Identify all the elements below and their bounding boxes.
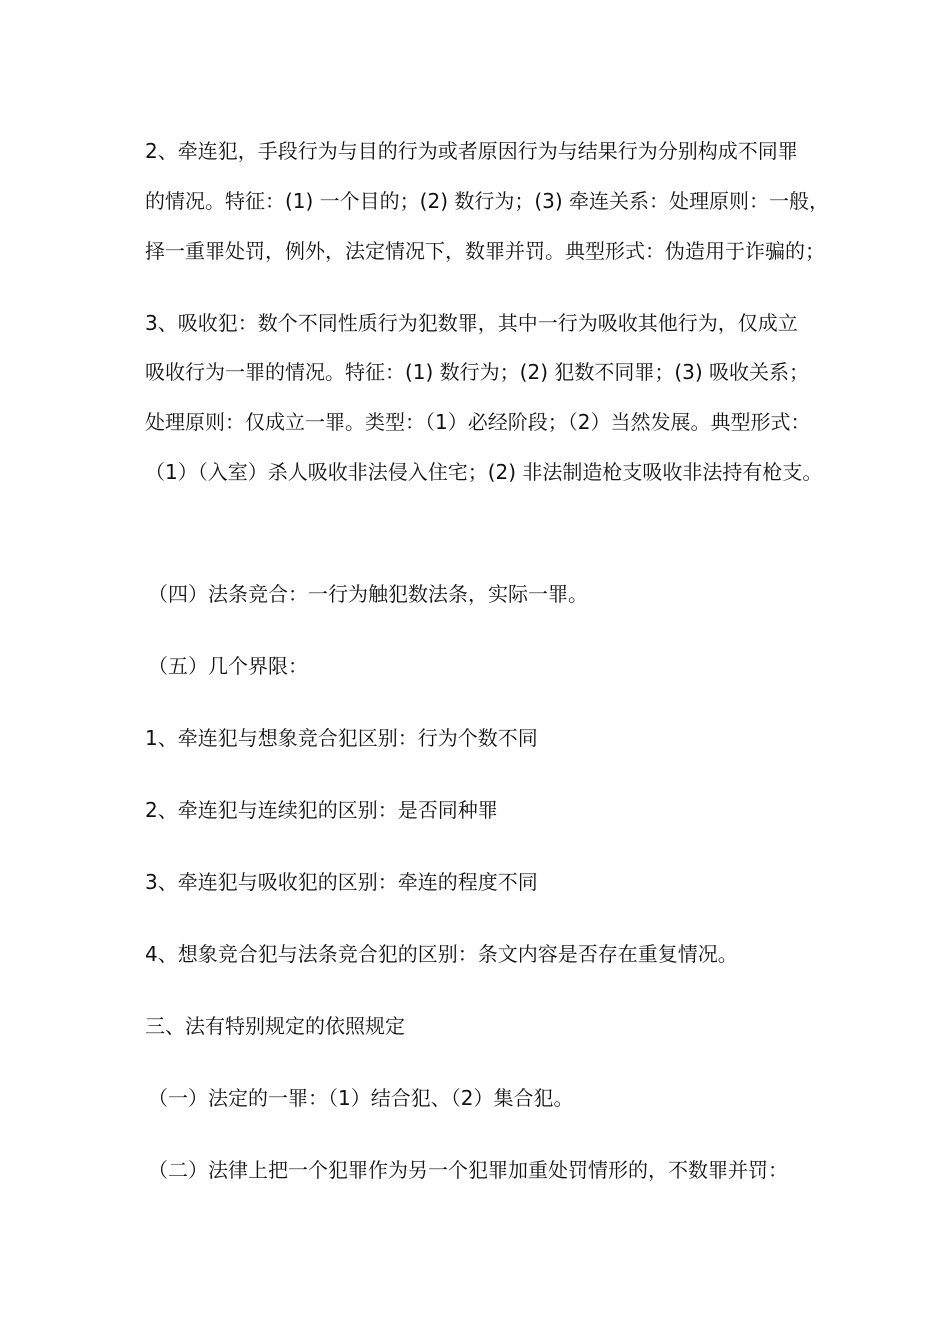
- list-item-4: 4、想象竞合犯与法条竞合犯的区别：条文内容是否存在重复情况。: [145, 942, 738, 966]
- paragraph-2-line-3: 择一重罪处罚，例外，法定情况下，数罪并罚。典型形式：伪造用于诈骗的；: [145, 239, 825, 263]
- part-3-heading: 三、法有特别规定的依照规定: [145, 1014, 405, 1038]
- list-item-1: 1、牵连犯与想象竞合犯区别：行为个数不同: [145, 726, 538, 750]
- paragraph-2-line-1: 2、牵连犯，手段行为与目的行为或者原因行为与结果行为分别构成不同罪: [145, 139, 798, 163]
- paragraph-3-line-4: （1）（入室）杀人吸收非法侵入住宅；(2) 非法制造枪支吸收非法持有枪支。: [145, 460, 823, 484]
- paragraph-3-line-2: 吸收行为一罪的情况。特征：(1) 数行为；(2) 犯数不同罪；(3) 吸收关系；: [145, 360, 810, 384]
- paragraph-3-line-1: 3、吸收犯：数个不同性质行为犯数罪，其中一行为吸收其他行为，仅成立: [145, 311, 798, 335]
- paragraph-3-line-3: 处理原则：仅成立一罪。类型：（1）必经阶段；（2）当然发展。典型形式：: [145, 410, 811, 434]
- subsection-1: （一）法定的一罪：（1）结合犯、（2）集合犯。: [148, 1086, 574, 1110]
- section-5-heading: （五）几个界限：: [148, 654, 308, 678]
- subsection-2: （二）法律上把一个犯罪作为另一个犯罪加重处罚情形的，不数罪并罚：: [148, 1158, 788, 1182]
- section-4-heading: （四）法条竞合：一行为触犯数法条，实际一罪。: [148, 582, 588, 606]
- paragraph-2-line-2: 的情况。特征：(1) 一个目的；(2) 数行为；(3) 牵连关系：处理原则：一般，: [145, 189, 830, 213]
- list-item-3: 3、牵连犯与吸收犯的区别：牵连的程度不同: [145, 870, 538, 894]
- list-item-2: 2、牵连犯与连续犯的区别：是否同种罪: [145, 798, 498, 822]
